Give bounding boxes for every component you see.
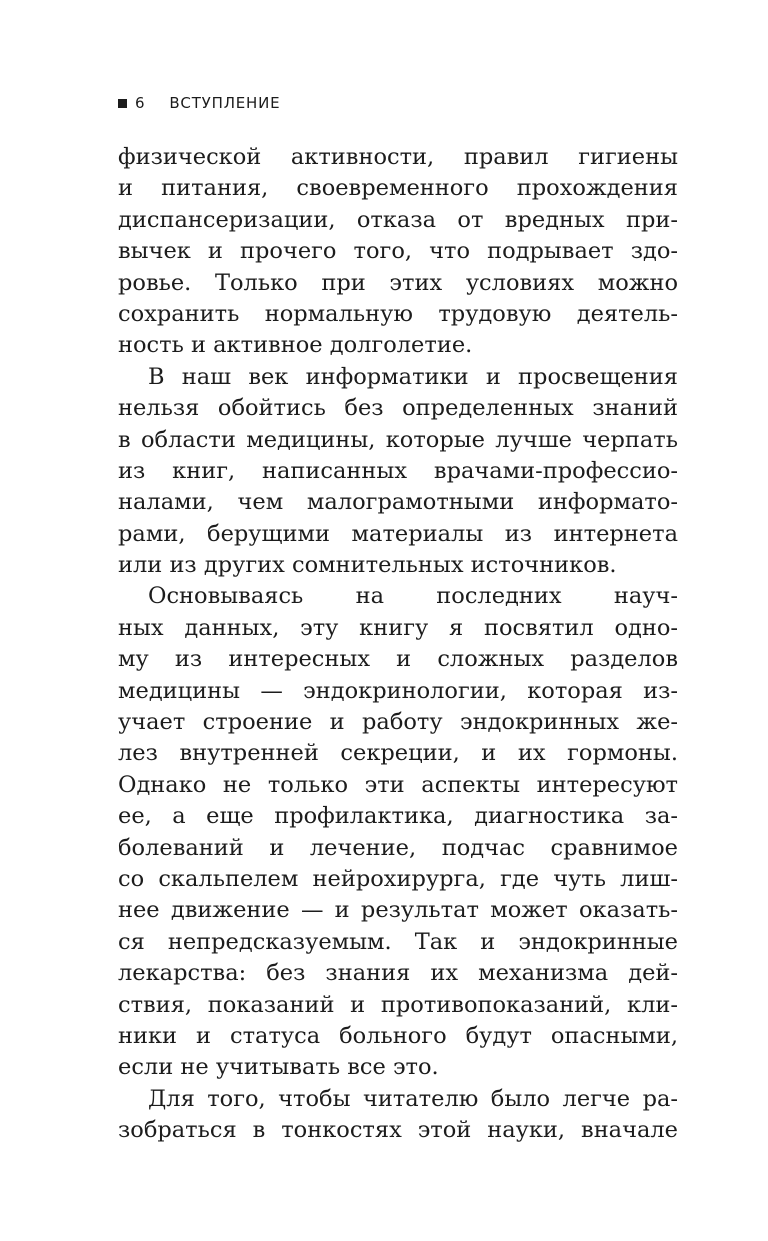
text-line: лекарства: без знания их механизма дей-	[118, 960, 678, 987]
text-line: зобраться в тонкостях этой науки, вначале	[118, 1117, 678, 1144]
text-line: диспансеризации, отказа от вредных при-	[118, 206, 678, 233]
text-line: из книг, написанных врачами-профессио-	[118, 457, 678, 484]
text-line: учает строение и работу эндокринных же-	[118, 709, 678, 736]
section-title: ВСТУПЛЕНИЕ	[169, 94, 281, 112]
body-text	[118, 142, 678, 1147]
text-line: ность и активное долголетие.	[118, 332, 473, 359]
text-line: и питания, своевременного прохождения	[118, 175, 678, 202]
text-line: в области медицины, которые лучше черпать	[118, 426, 678, 453]
text-line: ствия, показаний и противопоказаний, кли-	[118, 991, 678, 1018]
text-line: Основываясь на последних науч-	[148, 583, 678, 610]
text-line: ники и статуса больного будут опасными,	[118, 1022, 678, 1049]
text-line: вычек и прочего того, что подрывает здо-	[118, 238, 678, 265]
text-line: физической активности, правил гигиены	[118, 144, 678, 170]
text-line: Однако не только эти аспекты интересуют	[118, 771, 678, 798]
text-line: ее, а еще профилактика, диагностика за-	[118, 803, 678, 830]
text-line: лез внутренней секреции, и их гормоны.	[118, 740, 678, 767]
text-line: В наш век информатики и просвещения	[148, 363, 678, 390]
text-line: ся непредсказуемым. Так и эндокринные	[118, 928, 678, 955]
text-line: налами, чем малограмотными информато-	[118, 489, 678, 516]
text-line: болеваний и лечение, подчас сравнимое	[118, 834, 678, 861]
text-line: или из других сомнительных источников.	[118, 552, 617, 579]
text-line: ровье. Только при этих условиях можно	[118, 269, 678, 296]
text-line: ных данных, эту книгу я посвятил одно-	[118, 614, 678, 641]
text-line: Для того, чтобы читателю было легче ра-	[148, 1085, 678, 1112]
running-head	[118, 92, 280, 114]
square-bullet-icon	[118, 99, 127, 108]
text-line: нельзя обойтись без определенных знаний	[118, 395, 678, 422]
page-number: 6	[135, 94, 146, 112]
text-line: му из интересных и сложных разделов	[118, 646, 678, 673]
text-line: рами, берущими материалы из интернета	[118, 520, 678, 547]
text-line: медицины — эндокринологии, которая из-	[118, 677, 678, 704]
text-line: со скальпелем нейрохирурга, где чуть лиш-	[118, 865, 678, 892]
text-line: сохранить нормальную трудовую деятель-	[118, 300, 678, 327]
text-line: если не учитывать все это.	[118, 1054, 439, 1081]
text-line: нее движение — и результат может оказать-	[118, 897, 678, 924]
